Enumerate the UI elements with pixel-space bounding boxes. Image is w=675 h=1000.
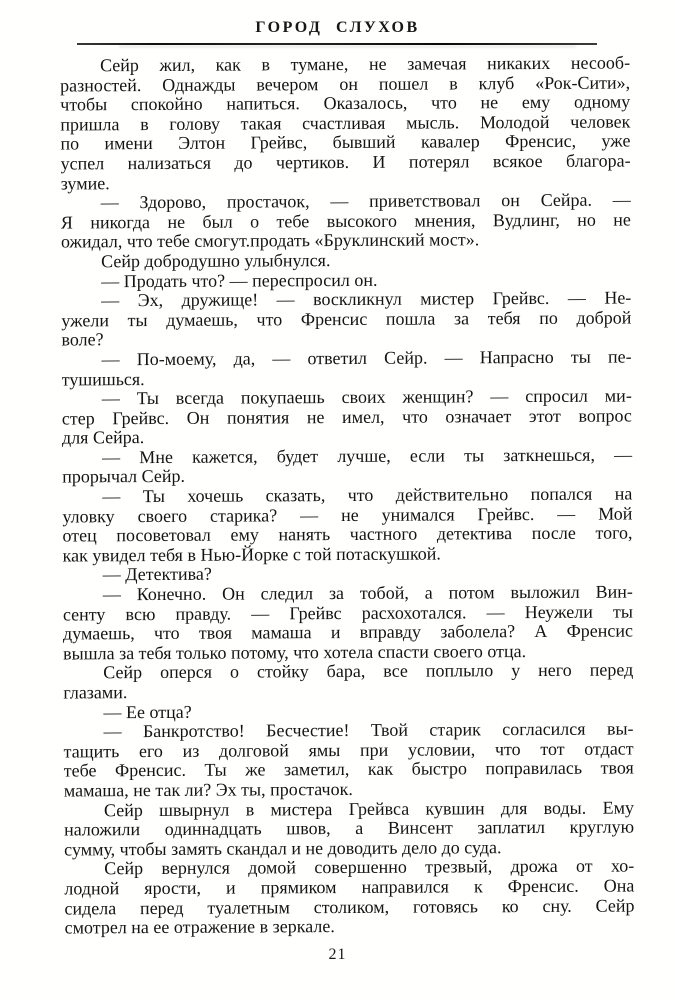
text-line: зумие. <box>60 172 110 194</box>
header-rule <box>77 43 597 45</box>
paragraph <box>61 191 631 253</box>
paragraph <box>62 445 632 487</box>
text-line: — По-моему, да, — ответил Сейр. — Напрасно ты пе- <box>101 346 632 370</box>
text-line: — Здорово, простачок, — приветствовал он Сейра. — <box>100 189 631 213</box>
paragraph <box>64 857 634 938</box>
text-line: Сейр жил, как в тумане, не замечая никаких несооб- <box>99 52 631 76</box>
text-line: ожидал, что тебе смогут.продать «Бруклинский мост». <box>60 229 480 252</box>
paragraph <box>62 485 632 566</box>
paragraph <box>60 54 631 194</box>
text-line: Сейр вернулся домой совершенно трезвый, дрожа от хо- <box>104 855 635 879</box>
text-line: ужели ты думаешь, что Френсис пошла за тебя по доброй <box>61 307 632 331</box>
text-line: тебе Френсис. Ты же заметил, как быстро поправилась твоя <box>63 757 634 781</box>
text-line: — Ты всегда покупаешь своих женщин? — спросил ми- <box>101 385 632 409</box>
running-header: ГОРОД СЛУХОВ <box>255 19 420 36</box>
text-line: мамаша, не так ли? Эх ты, простачок. <box>63 778 353 801</box>
text-line: Сейр швырнул в мистера Грейвса кувшин для воды. Ему <box>103 797 634 820</box>
text-line: — Банкротство! Бесчестие! Твой старик согласился вы- <box>103 718 634 742</box>
text-line: успел нализаться до чертиков. И потерял всякое благора- <box>60 150 631 174</box>
text-line: как увидел тебя в Нью-Йорке с той потаскушкой. <box>62 543 441 566</box>
text-line: вышла за тебя только потому, что хотела спасти своего отца. <box>63 640 527 664</box>
text-line: думаешь, что твоя мамаша и вправду заболела? А Френсис <box>62 620 634 644</box>
text-line: — Детектива? <box>102 564 212 585</box>
text-line: — Ты хочешь сказать, что действительно попался на <box>102 483 633 507</box>
text-line: сенту всю правду. — Грейвс расхохотался. — Неужели ты <box>62 601 633 625</box>
text-line: для Сейра. <box>61 427 145 448</box>
paragraph <box>64 798 634 860</box>
text-line: — Эх, дружище! — воскликнул мистер Грейвс. — Не- <box>101 287 632 311</box>
paragraph <box>63 720 633 801</box>
text-line: разностей. Однажды вечером он пошел в клуб «Рок-Сити», <box>60 72 631 96</box>
text-line: сумму, чтобы замять скандал и не доводить дело до суда. <box>64 836 502 860</box>
paragraph <box>61 289 631 351</box>
text-line: — Ее отца? <box>103 701 192 722</box>
text-line: — Конечно. Он следил за тобой, а потом выложил Вин- <box>102 581 633 605</box>
text-line: — Продать что? — переспросил он. <box>101 269 378 291</box>
text-line: наложили одиннадцать швов, а Винсент заплатил круглую <box>63 816 635 840</box>
text-line: Сейр добродушно улыбнулся. <box>101 250 331 272</box>
text-line: лодной ярости, и прямиком направился к Френсис. Она <box>64 875 635 899</box>
text-line: Сейр оперся о стойку бара, все поплыло у него перед <box>103 659 634 683</box>
page-number: 21 <box>328 946 347 963</box>
text-line: сидела перед туалетным столиком, готовясь ко сну. Сейр <box>64 895 635 919</box>
text-line: смотрел на ее отражение в зеркале. <box>64 916 335 938</box>
text-line: прорычал Сейр. <box>62 466 186 487</box>
text-line: тащить его из долговой ямы при условии, что тот отдаст <box>63 738 634 762</box>
text-line: уловку своего старика? — не унимался Грейвс. — Мой <box>62 503 633 527</box>
paragraph <box>62 387 632 449</box>
text-line: Я никогда не был о тебе высокого мнения, Вудлинг, но не <box>60 209 631 233</box>
text-line: глазами. <box>63 682 128 703</box>
text-line: чтобы спокойно напиться. Оказалось, что не ему одному <box>60 91 631 115</box>
text-line: стер Грейвс. Он понятия не имел, что означает этот вопрос <box>61 405 632 429</box>
body-text <box>60 54 635 939</box>
text-line: — Мне кажется, будет лучше, если ты заткнешься, — <box>102 444 633 468</box>
text-line: пришла в голову такая счастливая мысль. Молодой человек <box>60 111 631 135</box>
paragraph <box>63 583 633 664</box>
paragraph <box>63 661 633 703</box>
text-line: воле? <box>61 329 104 350</box>
text-line: тушишься. <box>61 368 145 389</box>
paragraph <box>62 347 632 389</box>
text-line: по имени Элтон Грейвс, бывший кавалер Френсис, уже <box>60 130 631 154</box>
text-line: отец посоветовал ему нанять частного детектива после того, <box>62 522 633 546</box>
